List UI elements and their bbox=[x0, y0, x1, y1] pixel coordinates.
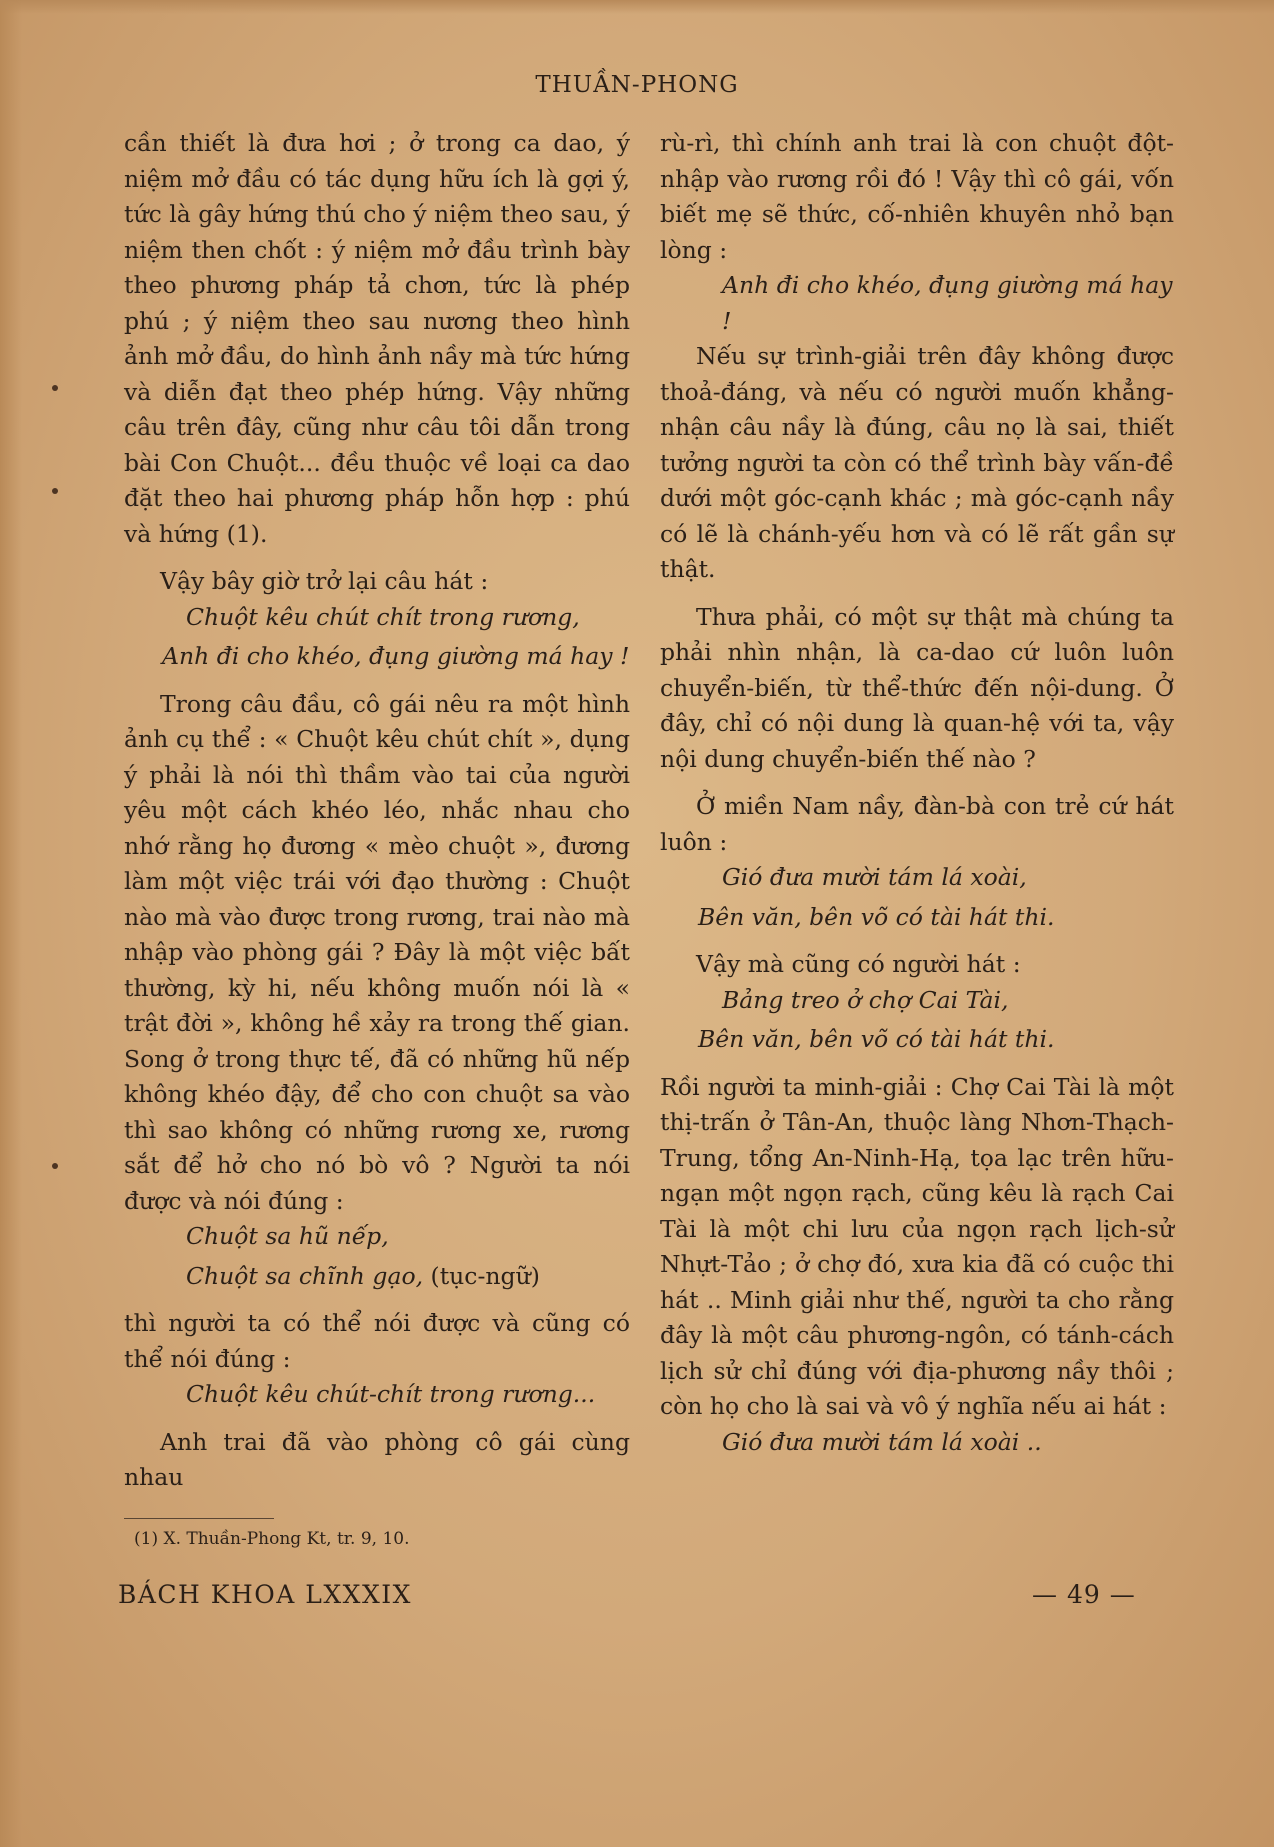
paragraph: Vậy mà cũng có người hát : bbox=[696, 950, 1021, 978]
verse-line: Chuột kêu chút chít trong rương, bbox=[186, 602, 580, 631]
right-column bbox=[660, 126, 1174, 1460]
verse-text: Chuột sa chĩnh gạo, bbox=[186, 1261, 424, 1290]
verse-note: (tục-ngữ) bbox=[423, 1261, 540, 1290]
paragraph: Anh trai đã vào phòng cô gái cùng nhau bbox=[124, 1427, 630, 1491]
verse-line: Bên văn, bên võ có tài hát thi. bbox=[698, 902, 1055, 931]
paragraph: Trong câu đầu, cô gái nêu ra một hình ảnh cụ thể : « Chuột kêu chút chít », dụng ý phải là nói thì thầm vào tai của người yêu một cách khéo léo, nhắc nhau cho nhớ rằng họ đương « mèo chuột », đương làm một việc trái với đạo thường : Chuột nào mà vào được trong rương, trai nào mà nhập vào phòng gái ? Đây là một việc bất thường, kỳ hi, nếu không muốn nói là « trật đời », không hề xảy ra trong thế gian. Song ở trong thực tế, đã có những hũ nếp không khéo đậy, để cho con chuột sa vào thì sao không có những rương xe, rương sắt để hở cho nó bò vô ? Người ta nói được và nói đúng : bbox=[124, 689, 630, 1215]
verse-line: Bảng treo ở chợ Cai Tài, bbox=[722, 985, 1009, 1014]
verse-line: Bên văn, bên võ có tài hát thi. bbox=[698, 1025, 1055, 1053]
verse-line: Anh đi cho khéo, đụng giường má hay ! bbox=[162, 642, 630, 670]
paragraph: Vậy bây giờ trở lại câu hát : bbox=[160, 567, 489, 595]
page-left-shadow bbox=[0, 0, 22, 1847]
paragraph: cần thiết là đưa hơi ; ở trong ca dao, ý niệm mở đầu có tác dụng hữu ích là gợi ý, tức là gây hứng thú cho ý niệm theo sau, ý niệm then chốt : ý niệm mở đầu trình bày theo phương pháp tả chơn, tức là phép phú ; ý niệm theo sau nương theo hình ảnh mở đầu, do hình ảnh nầy mà tức hứng và diễn đạt theo phép hứng. Vậy những câu trên đây, cũng như câu tôi dẫn trong bài Con Chuột... đều thuộc về loại ca dao đặt theo hai phương pháp hỗn hợp : phú và hứng (1). bbox=[124, 129, 630, 548]
left-column bbox=[124, 126, 630, 1551]
binding-hole bbox=[52, 385, 58, 391]
running-title: THUẦN-PHONG bbox=[535, 72, 739, 98]
verse-line: Gió đưa mười tám lá xoài .. bbox=[722, 1427, 1042, 1456]
verse-line: Gió đưa mười tám lá xoài, bbox=[722, 863, 1027, 891]
paragraph: Nếu sự trình-giải trên đây không được thoả-đáng, và nếu có người muốn khẳng-nhận câu nầy là đúng, câu nọ là sai, thiết tưởng người ta còn có thể trình bày vấn-đề dưới một góc-cạnh khác ; mà góc-cạnh nầy có lẽ là chánh-yếu hơn và có lẽ rất gần sự thật. bbox=[660, 342, 1174, 583]
magazine-name: BÁCH KHOA LXXXIX bbox=[118, 1580, 412, 1609]
binding-hole bbox=[52, 1163, 58, 1169]
verse-line: Chuột sa hũ nếp, bbox=[186, 1222, 389, 1250]
paragraph: Ở miền Nam nầy, đàn-bà con trẻ cứ hát luôn : bbox=[660, 792, 1174, 856]
binding-hole bbox=[52, 488, 58, 494]
paragraph: Thưa phải, có một sự thật mà chúng ta phải nhìn nhận, là ca-dao cứ luôn luôn chuyển-biến, từ thể-thức đến nội-dung. Ở đây, chỉ có nội dung là quan-hệ với ta, vậy nội dung chuyển-biến thế nào ? bbox=[660, 602, 1174, 773]
page-top-shadow bbox=[0, 0, 1274, 14]
verse-line: Anh đi cho khéo, đụng giường má hay ! bbox=[722, 271, 1173, 335]
paragraph: rù-rì, thì chính anh trai là con chuột đột-nhập vào rương rồi đó ! Vậy thì cô gái, vốn biết mẹ sẽ thức, cố-nhiên khuyên nhỏ bạn lòng : bbox=[660, 129, 1174, 264]
page-number: — 49 — bbox=[1032, 1580, 1136, 1609]
paragraph: thì người ta có thể nói được và cũng có thể nói đúng : bbox=[124, 1309, 630, 1373]
footnote: (1) X. Thuần-Phong Kt, tr. 9, 10. bbox=[134, 1528, 410, 1549]
footnote-divider bbox=[124, 1518, 274, 1519]
verse-line: Chuột kêu chút-chít trong rương... bbox=[186, 1380, 596, 1408]
paragraph: Rồi người ta minh-giải : Chợ Cai Tài là một thị-trấn ở Tân-An, thuộc làng Nhơn-Thạch-Trung, tổng An-Ninh-Hạ, tọa lạc trên hữu-ngạn một ngọn rạch, cũng kêu là rạch Cai Tài là một chi lưu của ngọn rạch lịch-sử Nhựt-Tảo ; ở chợ đó, xưa kia đã có cuộc thi hát .. Minh giải như thế, người ta cho rằng đây là một câu phương-ngôn, có tánh-cách lịch sử chỉ đúng với địa-phương nầy thôi ; còn họ cho là sai và vô ý nghĩa nếu ai hát : bbox=[660, 1072, 1174, 1420]
verse-line bbox=[124, 1259, 630, 1295]
